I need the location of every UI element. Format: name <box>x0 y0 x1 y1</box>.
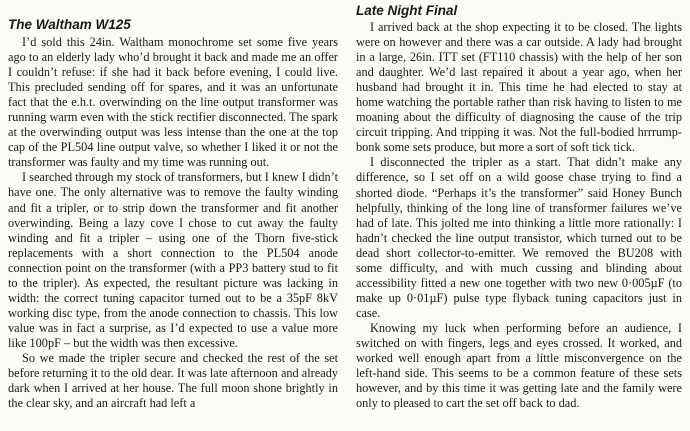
article-paragraph: I arrived back at the shop expecting it to be closed. The lights were on however and there was a car outside. A lady had brought in a large, 26in. ITT set (FT110 chassis) with the help of her son and daughter. We’d last repaired it about a year ago, when her husband had brought it in. This time he had elected to stay at home watching the portable rather than risk having to listen to me moaning about the difficulty of diagnosing the cause of the trip circuit tripping. And tripping it was. Not the full-bodied hrrrump-bonk some sets produce, but more a sort of soft tick tick. <box>356 20 682 155</box>
article-paragraph: I disconnected the tripler as a start. That didn’t make any difference, so I set off on a wild goose chase trying to find a shorted diode. “Perhaps it’s the transformer” said Honey Bunch helpfully, thinking of the long line of transformer failures we’ve had of late. This jolted me into thinking a little more rationally: I hadn’t checked the line output transistor, which turned out to be dead short collector-to-emitter. We removed the BU208 with some difficulty, and with much cussing and blinding about accessibility fitted a new one together with two new 0·005µF (to make up 0·01µF) pulse type flyback tuning capacitors just in case. <box>356 155 682 320</box>
article-paragraph: I’d sold this 24in. Waltham monochrome set some five years ago to an elderly lady who’d brought it back and made me an offer I couldn’t refuse: if she had it back before evening, I could live. This precluded sending off for spares, and it was an unfortunate fact that the e.h.t. overwinding on the line output transformer was running warm even with the stick rectifier disconnected. The spark at the overwinding output was less intense than the one at the top cap of the PL504 line output valve, so whether I liked it or not the transformer was faulty and my time was running out. <box>8 35 338 170</box>
article-paragraph: I searched through my stock of transformers, but I knew I didn’t have one. The only alternative was to remove the faulty winding and fit a tripler, or to strip down the transformer and fit another overwinding. Being a lazy cove I chose to cut away the faulty winding and fit a tripler – using one of the Thorn five-stick replacements with a short connection to the PL504 anode connection point on the transformer (with a PP3 battery stud to fit to the tripler). As expected, the resultant picture was lacking in width: the correct tuning capacitor turned out to be a 35pF 8kV working disc type, from the anode connection to chassis. This low value was in fact a surprise, as I’d expected to use a value more like 100pF – but the width was then excessive. <box>8 170 338 350</box>
article-paragraph: Knowing my luck when performing before an audience, I switched on with fingers, legs and eyes crossed. It worked, and worked well enough apart from a little misconvergence on the left-hand side. This seems to be a common feature of these sets however, and by this time it was getting late and the family were only to pleased to cart the set off back to dad. <box>356 320 682 411</box>
article-paragraph: So we made the tripler secure and checked the rest of the set before returning it to the old dear. It was late afternoon and already dark when I arrived at her house. The full moon shone brightly in the clear sky, and an aircraft had left a <box>8 350 338 411</box>
right-column <box>356 2 682 411</box>
article-title: The Waltham W125 <box>8 17 131 32</box>
article-title: Late Night Final <box>356 3 458 18</box>
left-column <box>8 2 338 411</box>
